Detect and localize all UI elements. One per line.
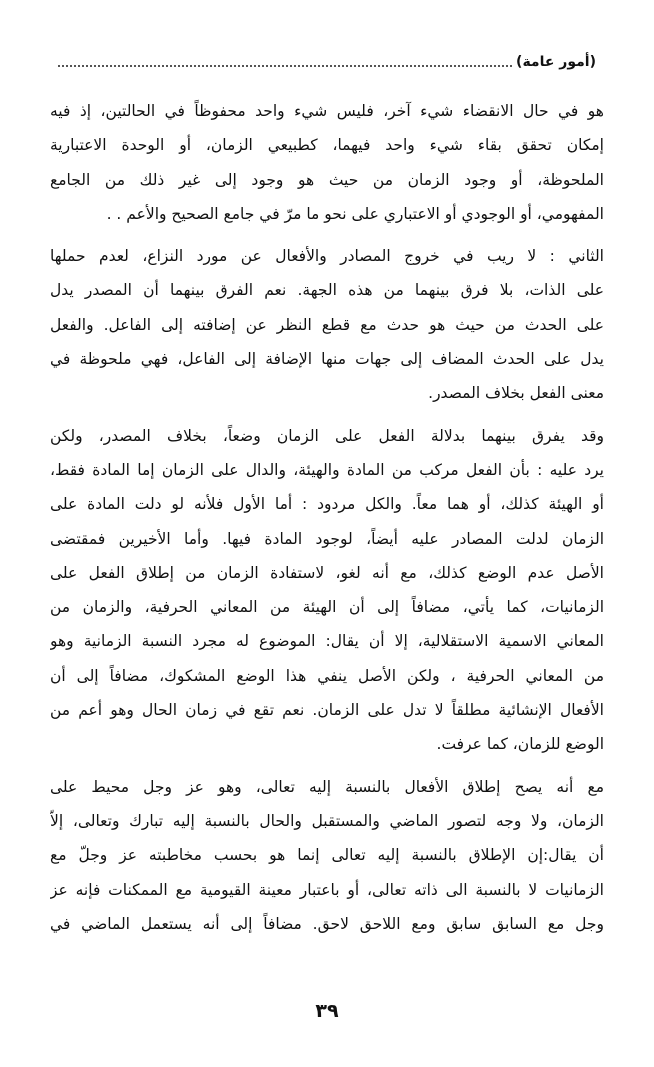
text-line: الزمانيات، كما يأتي، مضافاً إلى أن الهيئة من المعاني الحرفية، والزمان من [50, 598, 604, 617]
paragraph-3 [50, 419, 604, 762]
text-line: الوضع للزمان، كما عرفت. [436, 735, 604, 754]
paragraph-gap [50, 411, 604, 419]
text-line: الملحوظة، أو وجود الزمان من حيث هو وجود إلى غير ذلك من الجامع [50, 170, 604, 189]
header-dotted-leader [58, 57, 512, 67]
text-line: على الذات، بلا فرق بينهما من هذه الجهة. نعم الفرق بينهما أن المصدر يدل [50, 281, 604, 300]
running-header [58, 52, 596, 72]
chapter-title: (أمور عامة) [516, 54, 596, 70]
text-line: على الحدث من حيث هو حدث مع قطع النظر عن إضافته إلى الفاعل. والفعل [50, 315, 604, 334]
text-line: معنى الفعل بخلاف المصدر. [428, 384, 604, 403]
text-line: أن يقال:إن الإطلاق بالنسبة إليه تعالى إنما هو بحسب مخاطبته عز وجلّ مع [50, 846, 604, 865]
text-line: من المعاني الحرفية ، ولكن الأصل ينفي هذا الوضع المشكوك، مضافاً إلى أن [50, 666, 604, 685]
text-line: الزمان لدلت المصادر عليه أيضاً، لوجود المادة فيها. وأما الأخيرين فمقتضى [50, 529, 604, 548]
text-line: الثاني : لا ريب في خروج المصادر والأفعال عن مورد النزاع، لعدم حملها [50, 247, 604, 266]
body-text [50, 94, 604, 941]
paragraph-4 [50, 770, 604, 941]
text-line: يرد عليه : بأن الفعل مركب من المادة والهيئة، والدال على الزمان إما المادة فقط، [50, 460, 604, 479]
paragraph-gap [50, 231, 604, 239]
paragraph-2 [50, 239, 604, 410]
text-line: الزمان، ولا وجه لتصور الماضي والمستقبل والحال بالنسبة إليه تبارك وتعالى، إلاّ [50, 811, 604, 830]
text-line: الزمانيات لا بالنسبة الى ذاته تعالى، أو باعتبار معينة القيومية مع الممكنات فإنه عز [50, 880, 604, 899]
text-line: أو الهيئة كذلك، أو هما معاً. والكل مردود : أما الأول فلأنه لو دلت المادة على [50, 495, 604, 514]
text-line: إمكان تحقق بقاء شيء واحد فيهما، كطبيعي الزمان، أو الوحدة الاعتبارية [50, 136, 604, 155]
text-line: وقد يفرق بينهما بدلالة الفعل على الزمان وضعاً، بخلاف المصدر، ولكن [50, 426, 604, 445]
text-line: مع أنه يصح إطلاق الأفعال بالنسبة إليه تعالى، وهو عز وجل محيط على [50, 777, 604, 796]
paragraph-gap [50, 762, 604, 770]
text-line: هو في حال الانقضاء شيء آخر، فليس شيء واحد محفوظاً في الحالتين، إذ فيه [50, 102, 604, 120]
paragraph-1 [50, 94, 604, 231]
text-line: الأصل عدم الوضع كذلك، مع أنه لغو، لاستفادة الزمان من إطلاق الفعل على [50, 563, 604, 582]
text-line: الأفعال الإنشائية مطلقاً لا تدل على الزمان. نعم تقع في زمان الحال وهو أعم من [50, 701, 604, 720]
text-line: المعاني الاسمية الاستقلالية، إلا أن يقال: الموضوع له مجرد النسبة الزمانية وهو [50, 632, 604, 651]
text-line: المفهومي، أو الوجودي أو الاعتباري على نحو ما مرّ في جامع الصحيح والأعم . . [106, 204, 604, 223]
text-line: وجل مع السابق سابق ومع اللاحق لاحق. مضافاً إلى أنه يستعمل الماضي في [50, 914, 604, 933]
text-line: يدل على الحدث المضاف إلى جهات منها الإضافة إلى الفاعل، فهي ملحوظة في [50, 350, 604, 369]
page-number: ٣٩ [315, 1000, 339, 1022]
